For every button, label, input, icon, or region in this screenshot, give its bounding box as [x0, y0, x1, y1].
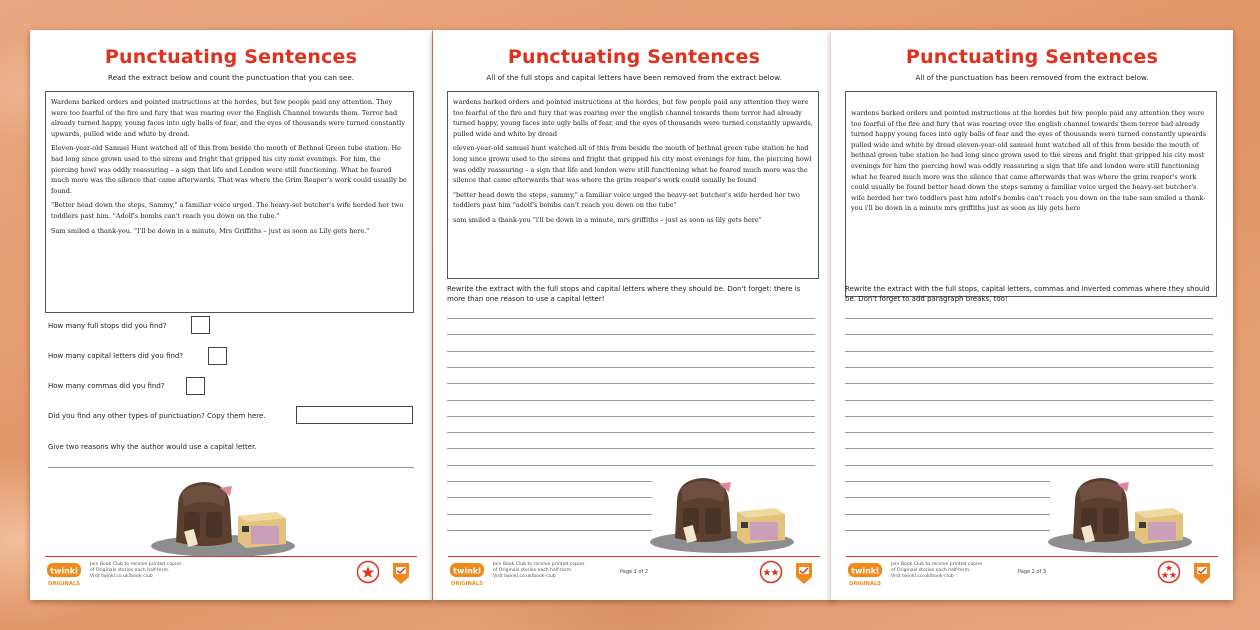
writing-line[interactable] [447, 416, 815, 417]
logo-top-text: twinkl [453, 566, 481, 576]
backpack-and-box-illustration [148, 476, 308, 558]
writing-line[interactable] [845, 416, 1213, 417]
logo-top-text: twinkl [50, 566, 78, 576]
writing-line[interactable] [447, 432, 815, 433]
rewrite-instruction: Rewrite the extract with the full stops and capital letters where they should be. Don't forget: there is more than one reason to use a capital letter! [447, 285, 801, 303]
writing-line[interactable] [447, 334, 815, 335]
writing-line[interactable] [447, 367, 815, 368]
footer-divider [448, 556, 820, 557]
question-commas: How many commas did you find? [48, 382, 165, 390]
writing-line[interactable] [447, 530, 652, 531]
extract-paragraph: "Better head down the steps, Sammy," a familiar voice urged. The heavy-set butcher's wife herded her two toddlers past him. "Adolf's bombs can't reach you down on the tube." [51, 201, 404, 220]
question-capital-reasons: Give two reasons why the author would use a capital letter. [48, 443, 257, 451]
page-title: Punctuating Sentences [905, 46, 1159, 68]
extract-paragraph: Wardens barked orders and pointed instructions at the hordes, but few people paid any attention. They were too fearful of the fire and fury that was roaring over the English Channel towards them. Terror had already turned happy, young faces into ugly balls of fear, and the eyes of thousands were turned constantly upwards, pulled wide and white by dread. [51, 98, 405, 138]
other-punctuation-answer-box[interactable] [296, 406, 413, 424]
one-star-icon [356, 560, 380, 584]
extract-paragraph: "better head down the steps, sammy," a familiar voice urged the heavy-set butcher's wife herded her two toddlers past him "adolf's bombs can't reach you down on the tube" [453, 190, 800, 210]
worksheet-page-2 [433, 30, 835, 600]
writing-line[interactable] [845, 383, 1213, 384]
writing-line[interactable] [845, 481, 1050, 482]
writing-line[interactable] [845, 367, 1213, 368]
instructions-subtitle: Read the extract below and count the punctuation that you can see. [107, 73, 355, 82]
writing-line[interactable] [447, 448, 815, 449]
writing-line[interactable] [447, 481, 652, 482]
three-star-icon [1157, 560, 1181, 584]
instructions-subtitle: All of the punctuation has been removed from the extract below. [915, 73, 1149, 82]
writing-line[interactable] [845, 351, 1213, 352]
full-stops-answer-box[interactable] [191, 316, 210, 334]
page-title: Punctuating Sentences [507, 46, 761, 68]
writing-line[interactable] [845, 432, 1213, 433]
extract-paragraph: sam smiled a thank-you "i'll be down in a minute, mrs griffiths – just as soon as lily gets here" [453, 215, 762, 224]
writing-line[interactable] [845, 448, 1213, 449]
writing-line[interactable] [845, 318, 1213, 319]
quality-standard-seal-icon [791, 560, 817, 586]
page-number: Page 2 of 3 [1017, 569, 1047, 575]
extract-paragraph: Sam smiled a thank-you. "I'll be down in a minute, Mrs Griffiths – just as soon as Lily gets here." [51, 226, 370, 235]
writing-line[interactable] [447, 400, 815, 401]
writing-line[interactable] [845, 465, 1213, 466]
writing-line[interactable] [447, 383, 815, 384]
extract-paragraph: eleven-year-old samuel hunt watched all of this from beside the mouth of bethnal green tube station he had long since grown used to the sirens and fright that gripped his city most evenings for him, the piercing howl was oddly reassuring – a sign that life and london were still functioning what he feared much more was the silence that came afterwards that was where the grim reaper's work could usually be found [453, 144, 812, 185]
twinkl-originals-logo [449, 561, 485, 589]
extract-paragraph: wardens barked orders and pointed instructions at the hordes, but few people paid any attention they were too fearful of the fire and fury that was roaring over the english channel towards them terror had already turned happy, young faces into ugly balls of fear, and the eyes of thousands were turned constantly upwards, pulled wide and white by dread [453, 98, 813, 138]
question-capital-letters: How many capital letters did you find? [48, 352, 184, 360]
footer-divider [45, 556, 417, 557]
page-title: Punctuating Sentences [104, 46, 358, 68]
question-other-punctuation: Did you find any other types of punctuation? Copy them here. [48, 412, 266, 420]
page-number: Page 1 of 2 [619, 569, 649, 575]
logo-top-text: twinkl [851, 566, 879, 576]
extract-paragraph: Eleven-year-old Samuel Hunt watched all of this from beside the mouth of Bethnal Green tube station. He had long since grown used to the sirens and fright that gripped his city most evenings. For him, the piercing howl was oddly reassuring – a sign that life and London were still functioning. What he feared much more was the silence that came afterwards. That was where the Grim Reaper's work could usually be found. [51, 144, 407, 195]
writing-line[interactable] [447, 497, 652, 498]
logo-bottom-text: ORIGINALS [48, 581, 80, 587]
logo-bottom-text: ORIGINALS [451, 581, 483, 587]
backpack-and-box-illustration [1045, 472, 1205, 554]
rewrite-instruction: Rewrite the extract with the full stops, capital letters, commas and inverted commas where they should be. Don't forget to add paragraph breaks, too! [845, 285, 1210, 303]
twinkl-originals-logo [847, 561, 883, 589]
instructions-subtitle: All of the full stops and capital letters have been removed from the extract below. [486, 73, 782, 82]
writing-line[interactable] [447, 465, 815, 466]
writing-line[interactable] [845, 514, 1050, 515]
backpack-and-box-illustration [647, 472, 807, 554]
writing-line[interactable] [845, 497, 1050, 498]
worksheet-page-1 [30, 30, 432, 600]
logo-bottom-text: ORIGINALS [849, 581, 881, 587]
extract-paragraph: wardens barked orders and pointed instructions at the hordes but few people paid any attention they were too fearful of the fire and fury that was roaring over the english channel towards them terror had already turned happy young faces into ugly balls of fear and the eyes of thousands were turned constantly upwards pulled wide and white by dread eleven-year-old samuel hunt watched all of this from beside the mouth of bethnal green tube station he had long since grown used to the sirens and fright that gripped his city most evenings for him the piercing howl was oddly reassuring a sign that life and london were still functioning what he feared much more was the silence that came afterwards that was where the grim reaper's work could usually be found better head down the steps sammy a familiar voice urged the heavy-set butcher's wife herded her two toddlers past him adolf's bombs can't reach you down on the tube sam smiled a thank-you i'll be down in a minute mrs griffiths just as soon as lily gets here [851, 109, 1207, 213]
writing-line[interactable] [447, 514, 652, 515]
writing-line[interactable] [447, 351, 815, 352]
answer-line[interactable] [48, 467, 414, 468]
writing-line[interactable] [845, 400, 1213, 401]
extract-box [45, 91, 414, 313]
footer-divider [846, 556, 1218, 557]
extract-box [447, 91, 819, 279]
two-star-icon [759, 560, 783, 584]
writing-line[interactable] [845, 334, 1213, 335]
twinkl-originals-logo [46, 561, 82, 589]
writing-line[interactable] [845, 530, 1050, 531]
extract-box [845, 91, 1217, 297]
question-full-stops: How many full stops did you find? [48, 322, 167, 330]
commas-answer-box[interactable] [186, 377, 205, 395]
quality-standard-seal-icon [388, 560, 414, 586]
writing-line[interactable] [447, 318, 815, 319]
book-club-text: Join Book Club to receive printed copies of Originals stories each half-term. Visit twinkl.co.uk/book-club [891, 562, 983, 579]
book-club-text: Join Book Club to receive printed copies of Originals stories each half-term. Visit twinkl.co.uk/book-club [493, 562, 585, 579]
quality-standard-seal-icon [1189, 560, 1215, 586]
book-club-text: Join Book Club to receive printed copies of Originals stories each half-term. Visit twinkl.co.uk/book-club [90, 562, 182, 579]
worksheet-page-3 [831, 30, 1233, 600]
capital-letters-answer-box[interactable] [208, 347, 227, 365]
